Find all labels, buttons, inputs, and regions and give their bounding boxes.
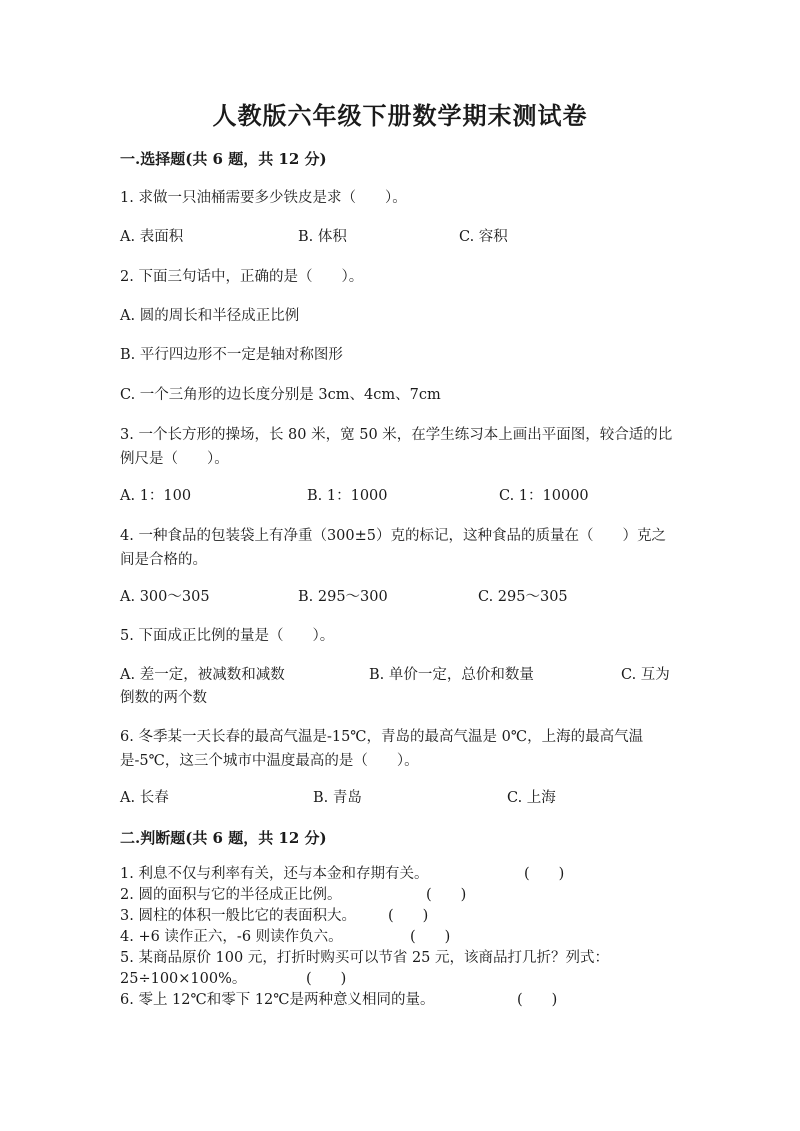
judgement-item-1 <box>120 864 680 885</box>
question-4: 4. 一种食品的包装袋上有净重（300±5）克的标记，这种食品的质量在（ ）克之间是合格的。 <box>120 528 666 568</box>
answer-blank[interactable]: ( ) <box>306 971 347 987</box>
judgement-text: 2. 圆的面积与它的半径成正比例。 <box>120 887 342 903</box>
judgement-item-4 <box>120 927 680 948</box>
answer-blank[interactable]: ( ) <box>410 929 451 945</box>
judgement-item-5 <box>120 948 680 969</box>
answer-blank[interactable]: ( ) <box>426 887 467 903</box>
option-4c: C. 295～305 <box>478 589 568 605</box>
option-3b: B. 1：1000 <box>307 488 388 504</box>
judgement-text: 1. 利息不仅与利率有关，还与本金和存期有关。 <box>120 866 429 882</box>
option-5c: C. 互为 <box>621 667 670 683</box>
option-6a: A. 长春 <box>120 790 169 806</box>
option-6b: B. 青岛 <box>313 790 362 806</box>
question-1: 1. 求做一只油桶需要多少铁皮是求（ ）。 <box>120 190 407 206</box>
option-3a: A. 1：100 <box>120 488 192 504</box>
option-5b: B. 单价一定，总价和数量 <box>369 667 534 683</box>
option-6c: C. 上海 <box>507 790 556 806</box>
option-4b: B. 295～300 <box>298 589 388 605</box>
section-heading-choice: 一.选择题(共 6 题，共 12 分) <box>120 150 327 168</box>
question-2: 2. 下面三句话中，正确的是（ ）。 <box>120 269 364 285</box>
judgement-text: 25÷100×100%。 <box>120 971 247 987</box>
judgement-list <box>120 864 680 1011</box>
option-1c: C. 容积 <box>459 229 508 245</box>
judgement-item-3 <box>120 906 680 927</box>
answer-blank[interactable]: ( ) <box>524 866 565 882</box>
answer-blank[interactable]: ( ) <box>517 992 558 1008</box>
option-3c: C. 1：10000 <box>499 488 589 504</box>
judgement-text: 5. 某商品原价 100 元，打折时购买可以节省 25 元，该商品打几折？列式： <box>120 950 610 966</box>
option-2c: C. 一个三角形的边长度分别是 3cm、4cm、7cm <box>120 387 441 403</box>
page-title: 人教版六年级下册数学期末测试卷 <box>212 101 588 130</box>
option-4a: A. 300～305 <box>120 589 210 605</box>
question-5: 5. 下面成正比例的量是（ ）。 <box>120 628 335 644</box>
judgement-text: 3. 圆柱的体积一般比它的表面积大。 <box>120 908 356 924</box>
section-heading-judgement: 二.判断题(共 6 题，共 12 分) <box>120 829 327 847</box>
judgement-item-2 <box>120 885 680 906</box>
judgement-item-5-continued <box>120 969 680 990</box>
option-1a: A. 表面积 <box>120 229 184 245</box>
judgement-item-6 <box>120 990 680 1011</box>
option-1b: B. 体积 <box>298 229 347 245</box>
option-5c-continued: 倒数的两个数 <box>120 690 207 706</box>
judgement-text: 4. +6 读作正六，-6 则读作负六。 <box>120 929 343 945</box>
option-2a: A. 圆的周长和半径成正比例 <box>120 308 300 324</box>
answer-blank[interactable]: ( ) <box>388 908 429 924</box>
judgement-text: 6. 零上 12℃和零下 12℃是两种意义相同的量。 <box>120 992 435 1008</box>
question-3: 3. 一个长方形的操场，长 80 米，宽 50 米，在学生练习本上画出平面图，较合适的比例尺是（ ）。 <box>120 427 673 467</box>
option-2b: B. 平行四边形不一定是轴对称图形 <box>120 347 343 363</box>
option-5a: A. 差一定，被减数和减数 <box>120 667 285 683</box>
question-6: 6. 冬季某一天长春的最高气温是-15℃，青岛的最高气温是 0℃，上海的最高气温是-5℃，这三个城市中温度最高的是（ ）。 <box>120 729 644 769</box>
